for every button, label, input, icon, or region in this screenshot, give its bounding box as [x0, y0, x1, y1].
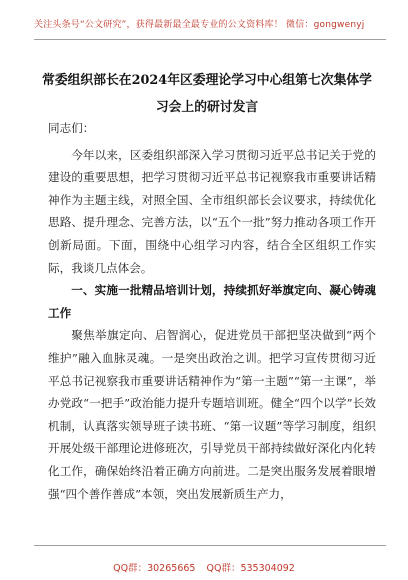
header-note: 关注头条号“公文研究”，获得最新最全最专业的公文资料库！ 微信：gongwenyj — [34, 20, 365, 30]
footer-qq-group-1: QQ群：30265665 — [113, 563, 196, 574]
paragraph-intro: 今年以来，区委组织部深入学习贯彻习近平总书记关于党的建设的重要思想，把学习贯彻习近平总书记视察我市重要讲话精神作为主题主线，对照全国、全市组织部长会议要求，持续优化思路、提升理念、完善方法，以“五个一批”努力推动各项工作开创新局面。下面，围绕中心组学习内容，结合全区组织工作实际，我谈几点体会。 — [48, 147, 376, 275]
section-heading-1: 一、实施一批精品培训计划，持续抓好举旗定向、凝心铸魂工作 — [48, 283, 376, 320]
footer-qq-group-2: QQ群：535304092 — [206, 563, 295, 574]
paragraph-section-1: 聚焦举旗定向、启智润心，促进党员干部把坚决做到“两个维护”融入血脉灵魂。一是突出政治之训。把学习宣传贯彻习近平总书记视察我市重要讲话精神作为“第一主题”“第一主课”，举办党政“一把手”政治能力提升专题培训班。健全“四个以学”长效机制，认真落实领导班子读书班、“第一议题”等学习制度，组织开展处级干部理论进修班次，引导党员干部持续做好深化内化转化工作，确保始终沿着正确方向前进。二是突出服务发展着眼增强“四个善作善成”本领，突出发展新质生产力， — [48, 328, 376, 501]
document-body — [48, 117, 376, 505]
header-divider — [34, 39, 386, 40]
footer-divider — [34, 545, 386, 546]
footer — [0, 560, 408, 574]
salutation: 同志们： — [48, 121, 95, 135]
document-title: 常委组织部长在2024年区委理论学习中心组第七次集体学习会上的研讨发言 — [42, 73, 372, 115]
